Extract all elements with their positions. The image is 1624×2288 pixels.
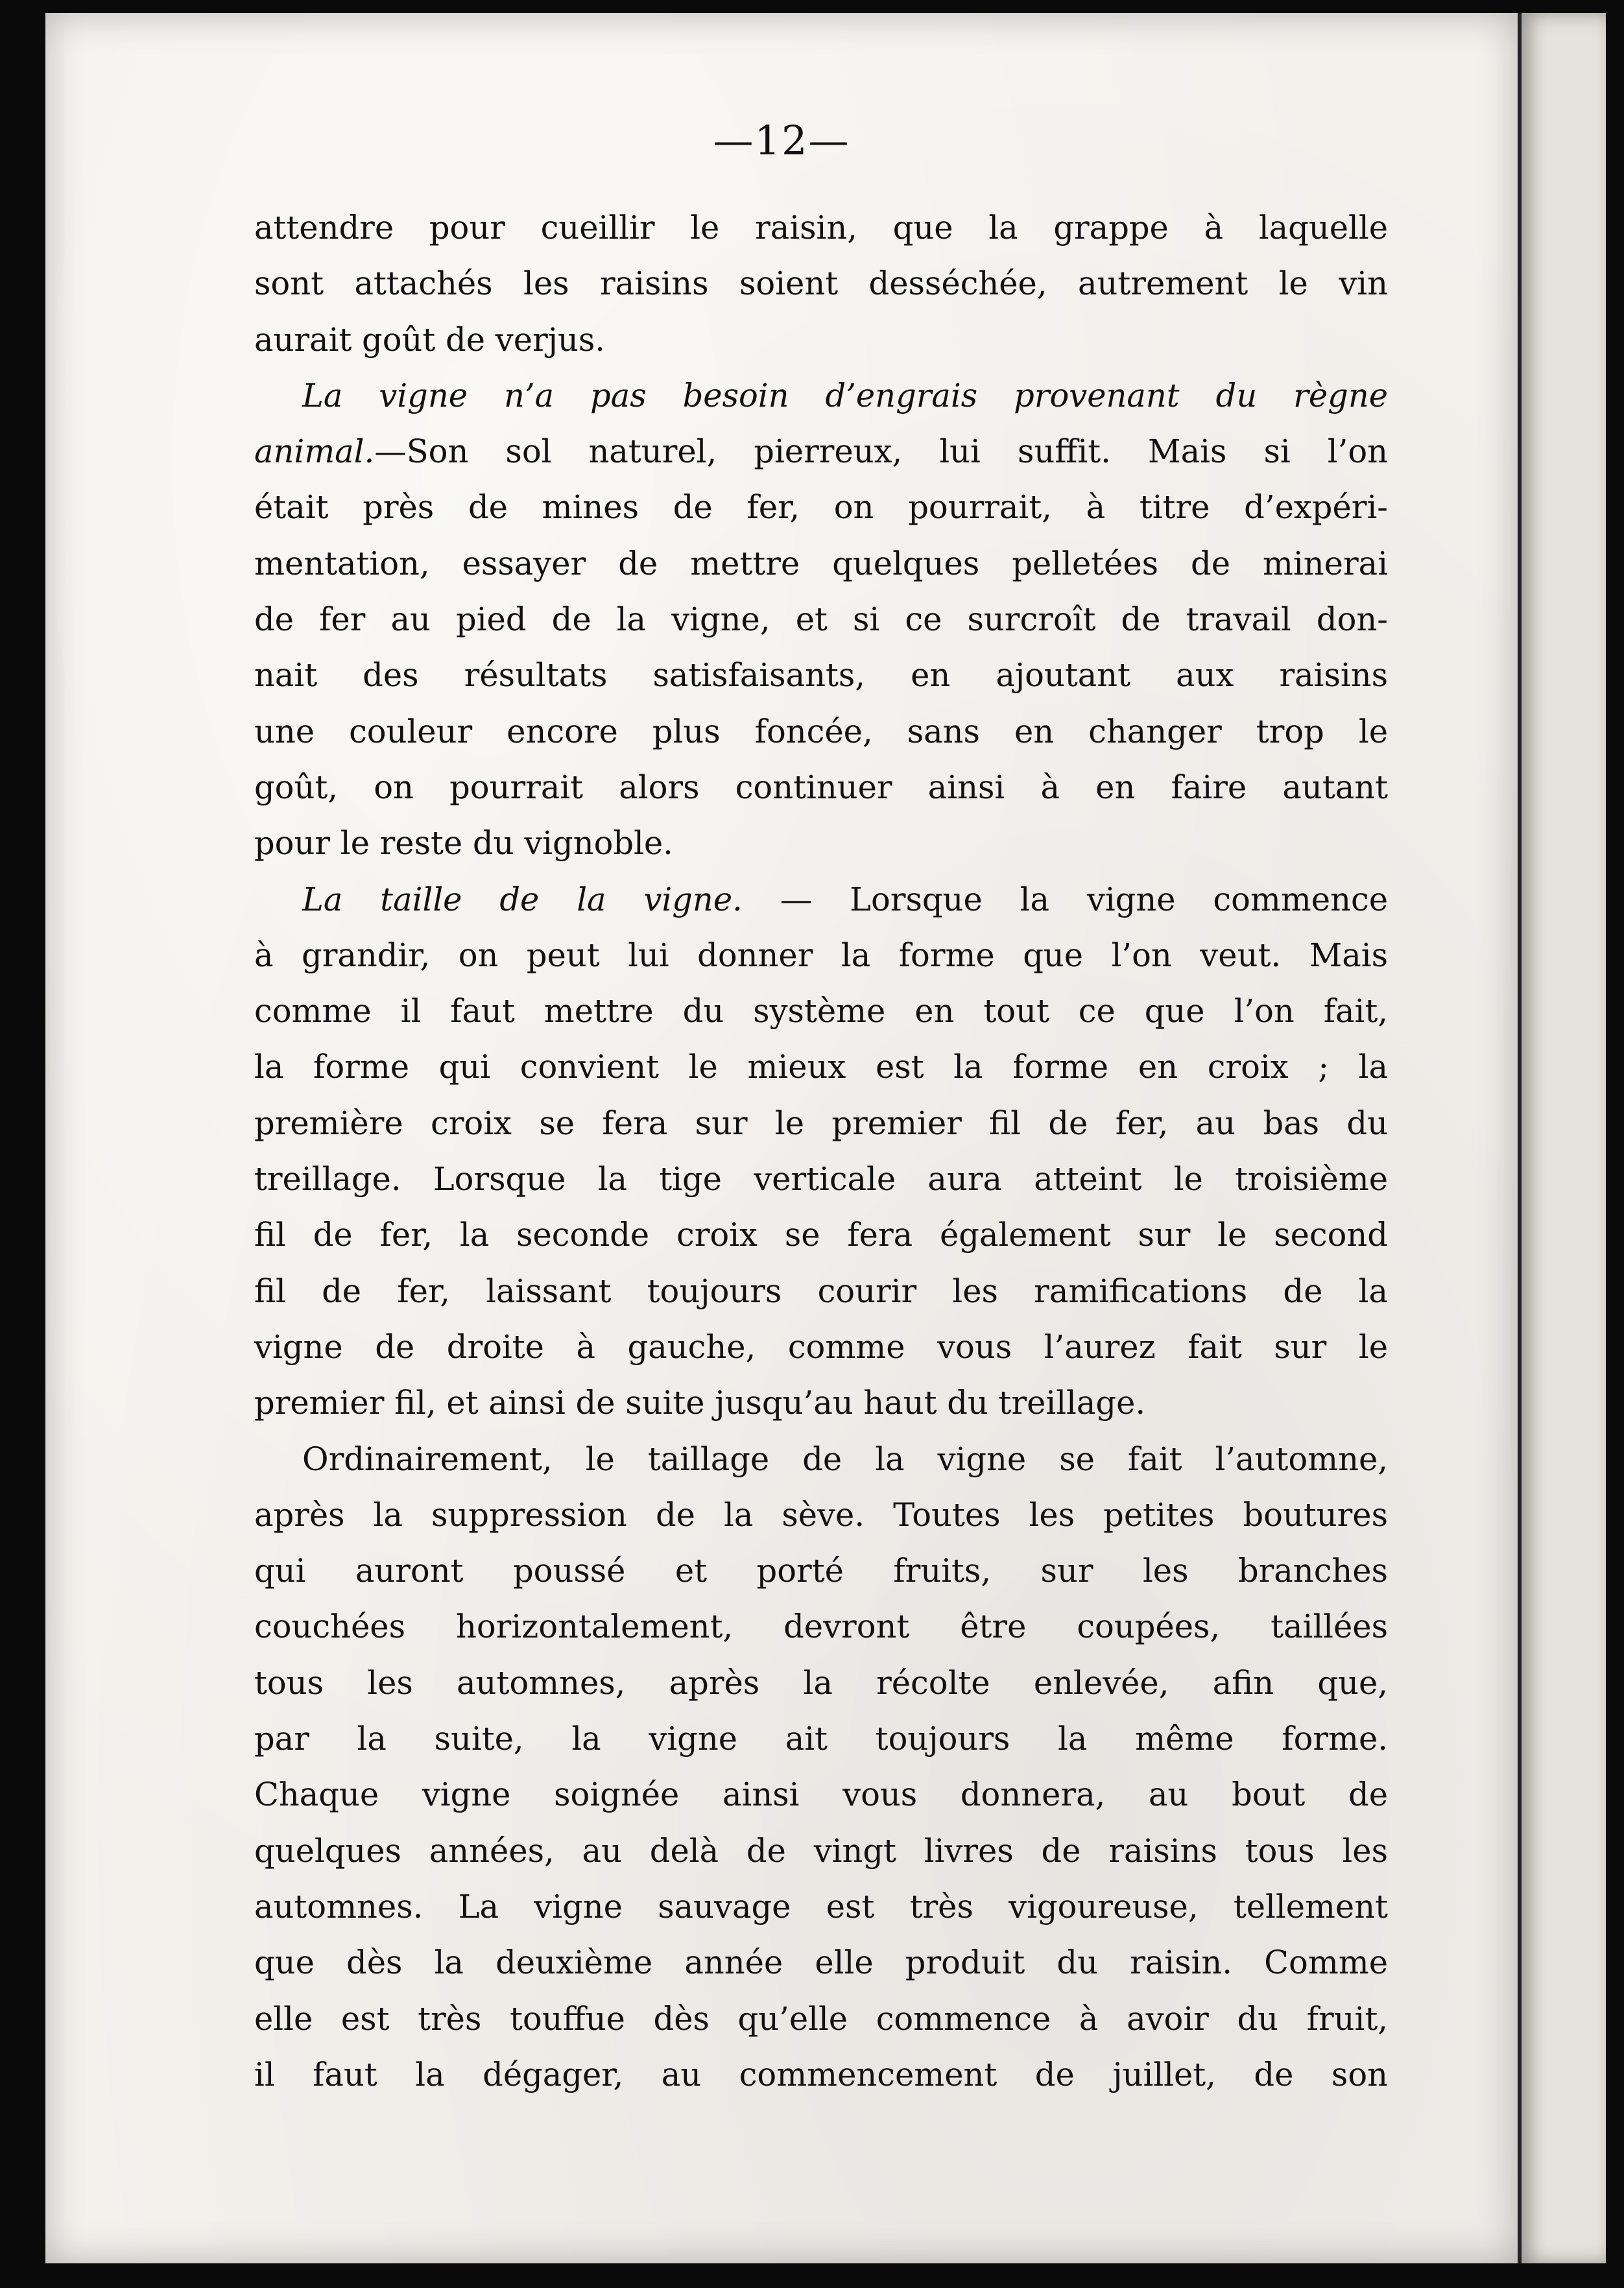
text-line: Chaque vigne soignée ainsi vous donnera, au bout de (254, 1776, 1388, 1814)
text-line (254, 872, 1388, 927)
text-line: aurait goût de verjus. (254, 320, 606, 359)
text-line: la forme qui convient le mieux est la forme en croix ; la (254, 1048, 1388, 1086)
text-line: elle est très touffue dès qu’elle commence à avoir du fruit, (254, 1999, 1388, 2038)
section-heading-vigne-engrais: La vigne n’a pas besoin d’engrais provenant du règne (302, 376, 1388, 414)
text-line: fil de fer, la seconde croix se fera également sur le second (254, 1216, 1388, 1254)
text-line: à grandir, on peut lui donner la forme que l’on veut. Mais (254, 936, 1388, 974)
text-line: sont attachés les raisins soient desséchée, autrement le vin (254, 265, 1388, 303)
text-line: tous les automnes, après la récolte enlevée, afin que, (254, 1663, 1388, 1702)
section-heading-continued: animal. (254, 433, 375, 471)
adjacent-page-edge (1522, 13, 1606, 2263)
text-line: était près de mines de fer, on pourrait, à titre d’expéri- (254, 488, 1388, 527)
text-line: une couleur encore plus foncée, sans en changer trop le (254, 712, 1388, 750)
text-line: qui auront poussé et porté fruits, sur les branches (254, 1552, 1388, 1590)
text-line: fil de fer, laissant toujours courir les ramifications de la (254, 1272, 1388, 1310)
text-line: couchées horizontalement, devront être coupées, taillées (254, 1608, 1388, 1646)
text-line: il faut la dégager, au commencement de juillet, de son (254, 2055, 1388, 2093)
section-heading-line (254, 368, 1388, 423)
text-line (254, 423, 1388, 479)
text-line: première croix se fera sur le premier fil de fer, au bas du (254, 1104, 1388, 1142)
text-line: quelques années, au delà de vingt livres de raisins tous les (254, 1831, 1388, 1870)
text-line: attendre pour cueillir le raisin, que la grappe à laquelle (254, 209, 1388, 246)
section-heading-taille: La taille de la vigne. (302, 880, 743, 918)
text-line: mentation, essayer de mettre quelques pelletées de minerai (254, 544, 1388, 582)
text-line: premier fil, et ainsi de suite jusqu’au haut du treillage. (254, 1384, 1146, 1422)
text-line: comme il faut mettre du système en tout ce que l’on fait, (254, 992, 1388, 1031)
text-line: après la suppression de la sève. Toutes les petites boutures (254, 1496, 1388, 1534)
text-line: goût, on pourrait alors continuer ainsi à en faire autant (254, 768, 1388, 806)
text-line: par la suite, la vigne ait toujours la même forme. (254, 1720, 1388, 1758)
text-line: pour le reste du vignoble. (254, 824, 673, 863)
page-number: —12— (713, 117, 850, 164)
text-line: vigne de droite à gauche, comme vous l’aurez fait sur le (254, 1328, 1388, 1366)
text-line: que dès la deuxième année elle produit du raisin. Comme (254, 1944, 1388, 1982)
text-run: — Lorsque la vigne commence (742, 880, 1388, 918)
text-line: de fer au pied de la vigne, et si ce surcroît de travail don- (254, 601, 1388, 639)
text-line: nait des résultats satisfaisants, en ajoutant aux raisins (254, 656, 1388, 695)
body-text (254, 200, 1388, 2103)
text-line: treillage. Lorsque la tige verticale aura atteint le troisième (254, 1160, 1388, 1198)
text-line: Ordinairement, le taillage de la vigne se fait l’automne, (302, 1440, 1388, 1478)
text-line: automnes. La vigne sauvage est très vigoureuse, tellement (254, 1887, 1388, 1925)
text-run: —Son sol naturel, pierreux, lui suffit. Mais si l’on (374, 433, 1388, 471)
